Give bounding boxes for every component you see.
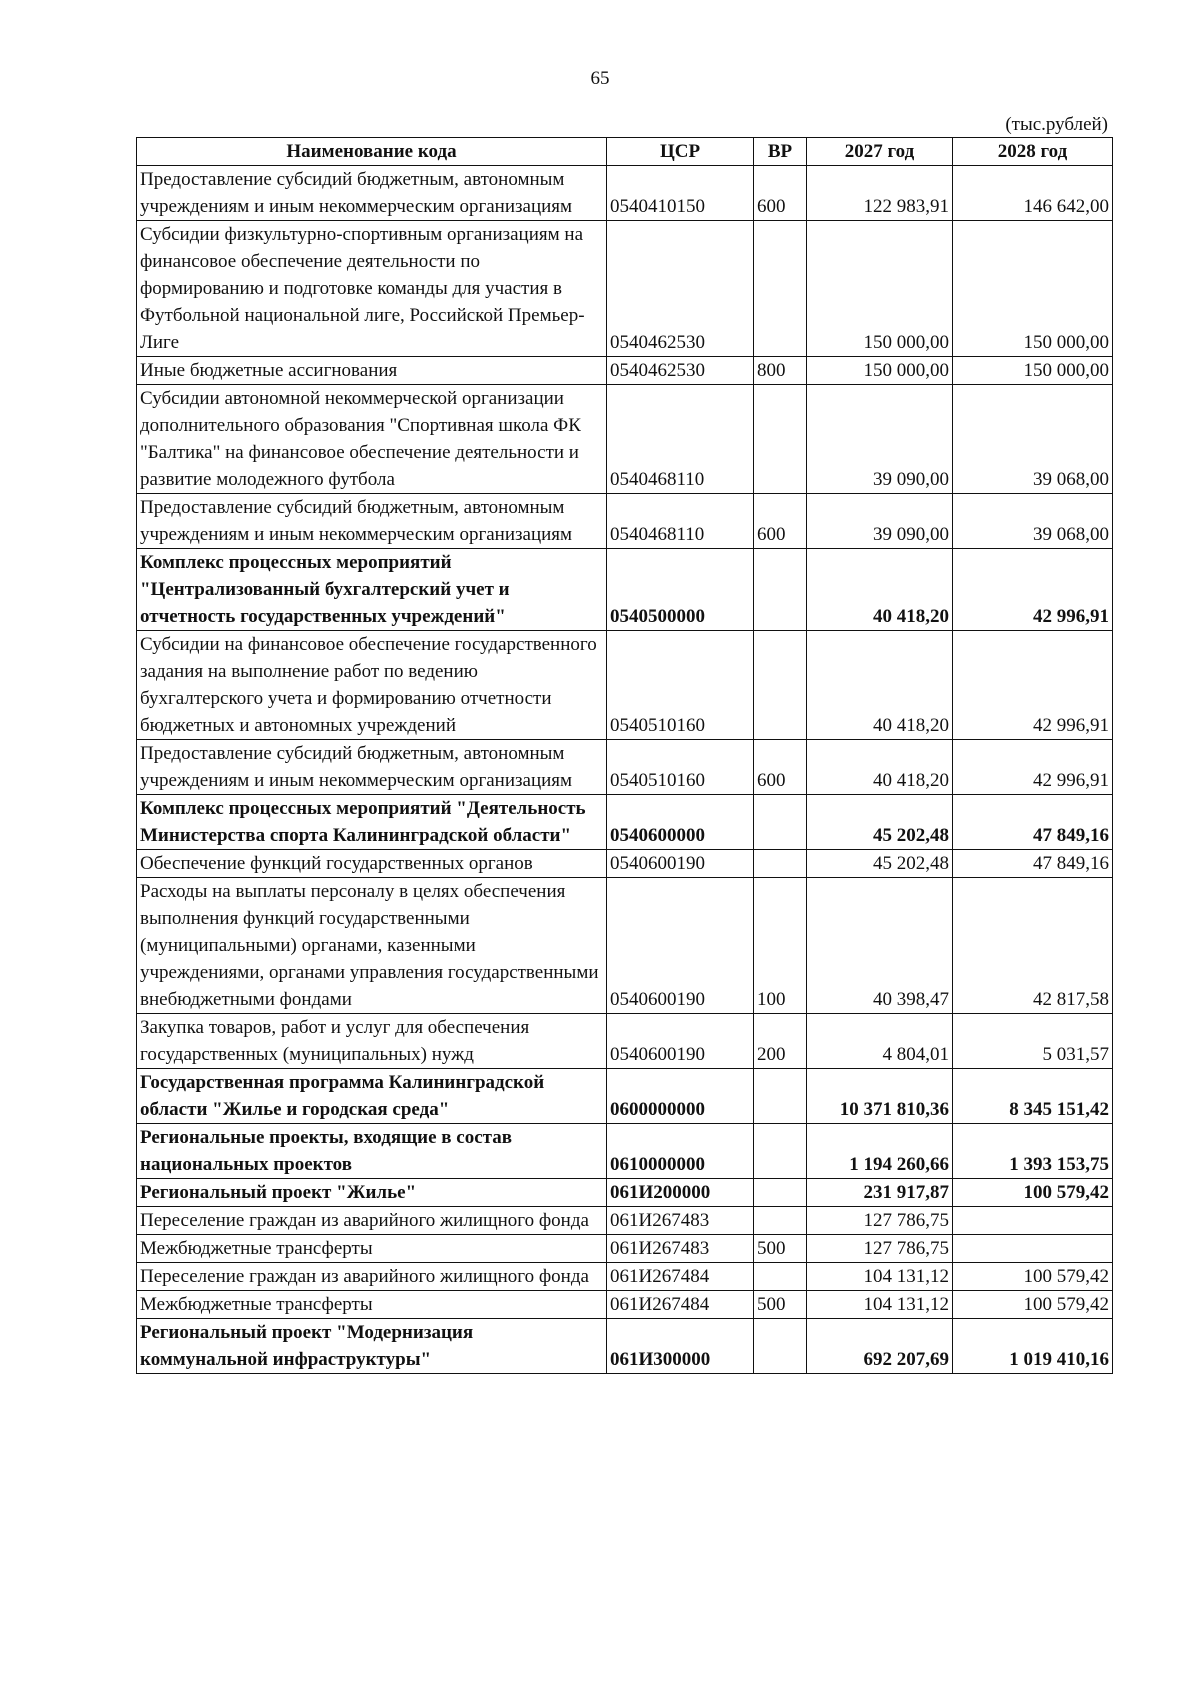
row-csr-cell: 0540500000 <box>607 549 754 631</box>
row-vr-cell: 600 <box>754 740 807 795</box>
row-2027-cell: 10 371 810,36 <box>807 1069 953 1124</box>
row-2028-cell: 100 579,42 <box>953 1263 1113 1291</box>
row-vr-cell <box>754 1319 807 1374</box>
row-csr-cell: 061И267484 <box>607 1291 754 1319</box>
header-csr: ЦСР <box>607 138 754 166</box>
row-vr-cell: 200 <box>754 1014 807 1069</box>
row-2028-cell: 47 849,16 <box>953 850 1113 878</box>
row-csr-cell: 0540600190 <box>607 1014 754 1069</box>
row-csr-cell: 0600000000 <box>607 1069 754 1124</box>
row-csr-cell: 0540600000 <box>607 795 754 850</box>
row-2027-cell: 1 194 260,66 <box>807 1124 953 1179</box>
row-csr-cell: 061И267483 <box>607 1207 754 1235</box>
row-2028-cell: 100 579,42 <box>953 1291 1113 1319</box>
row-name-cell: Субсидии физкультурно-спортивным организациям на финансовое обеспечение деятельности по формированию и подготовке команды для участия в Футбольной национальной лиге, Российской Премьер-Лиге <box>137 221 607 357</box>
units-label: (тыс.рублей) <box>1005 114 1108 135</box>
row-name-cell: Комплекс процессных мероприятий "Деятельность Министерства спорта Калининградской области" <box>137 795 607 850</box>
row-2028-cell: 5 031,57 <box>953 1014 1113 1069</box>
row-name-cell: Предоставление субсидий бюджетным, автономным учреждениям и иным некоммерческим организациям <box>137 166 607 221</box>
row-2027-cell: 40 418,20 <box>807 631 953 740</box>
row-csr-cell: 0540462530 <box>607 357 754 385</box>
row-vr-cell <box>754 850 807 878</box>
row-csr-cell: 0540468110 <box>607 385 754 494</box>
row-name-cell: Региональный проект "Модернизация коммунальной инфраструктуры" <box>137 1319 607 1374</box>
row-name-cell: Комплекс процессных мероприятий "Централизованный бухгалтерский учет и отчетность государственных учреждений" <box>137 549 607 631</box>
row-csr-cell: 0540600190 <box>607 878 754 1014</box>
row-vr-cell <box>754 385 807 494</box>
row-vr-cell: 500 <box>754 1291 807 1319</box>
row-csr-cell: 0540510160 <box>607 740 754 795</box>
row-name-cell: Предоставление субсидий бюджетным, автономным учреждениям и иным некоммерческим организациям <box>137 740 607 795</box>
row-csr-cell: 0540462530 <box>607 221 754 357</box>
table-row <box>137 850 1113 878</box>
row-2027-cell: 127 786,75 <box>807 1235 953 1263</box>
row-vr-cell <box>754 1263 807 1291</box>
row-2028-cell: 100 579,42 <box>953 1179 1113 1207</box>
table-row <box>137 1179 1113 1207</box>
row-csr-cell: 061И267484 <box>607 1263 754 1291</box>
table-row <box>137 1319 1113 1374</box>
row-csr-cell: 061И267483 <box>607 1235 754 1263</box>
row-vr-cell: 600 <box>754 494 807 549</box>
row-2028-cell: 146 642,00 <box>953 166 1113 221</box>
row-2028-cell: 42 817,58 <box>953 878 1113 1014</box>
row-2028-cell: 42 996,91 <box>953 631 1113 740</box>
row-csr-cell: 061И200000 <box>607 1179 754 1207</box>
row-2027-cell: 45 202,48 <box>807 850 953 878</box>
row-vr-cell <box>754 795 807 850</box>
table-row <box>137 795 1113 850</box>
row-name-cell: Субсидии на финансовое обеспечение государственного задания на выполнение работ по ведению бухгалтерского учета и формированию отчетности бюджетных и автономных учреждений <box>137 631 607 740</box>
row-2028-cell: 8 345 151,42 <box>953 1069 1113 1124</box>
row-2028-cell: 47 849,16 <box>953 795 1113 850</box>
row-name-cell: Переселение граждан из аварийного жилищного фонда <box>137 1207 607 1235</box>
row-vr-cell: 800 <box>754 357 807 385</box>
row-2028-cell: 39 068,00 <box>953 385 1113 494</box>
row-2027-cell: 40 418,20 <box>807 740 953 795</box>
row-name-cell: Иные бюджетные ассигнования <box>137 357 607 385</box>
row-2027-cell: 40 418,20 <box>807 549 953 631</box>
row-csr-cell: 0540410150 <box>607 166 754 221</box>
header-2027: 2027 год <box>807 138 953 166</box>
table-row <box>137 357 1113 385</box>
row-name-cell: Закупка товаров, работ и услуг для обеспечения государственных (муниципальных) нужд <box>137 1014 607 1069</box>
table-row <box>137 221 1113 357</box>
row-2027-cell: 150 000,00 <box>807 357 953 385</box>
row-2028-cell: 39 068,00 <box>953 494 1113 549</box>
row-2028-cell: 1 393 153,75 <box>953 1124 1113 1179</box>
row-name-cell: Предоставление субсидий бюджетным, автономным учреждениям и иным некоммерческим организациям <box>137 494 607 549</box>
row-2027-cell: 104 131,12 <box>807 1291 953 1319</box>
header-vr: ВР <box>754 138 807 166</box>
table-row <box>137 1069 1113 1124</box>
row-name-cell: Региональные проекты, входящие в состав национальных проектов <box>137 1124 607 1179</box>
table-row <box>137 1291 1113 1319</box>
row-csr-cell: 0540468110 <box>607 494 754 549</box>
row-2028-cell <box>953 1235 1113 1263</box>
table-row <box>137 878 1113 1014</box>
table-row <box>137 385 1113 494</box>
row-vr-cell <box>754 1069 807 1124</box>
table-row <box>137 494 1113 549</box>
row-2027-cell: 692 207,69 <box>807 1319 953 1374</box>
table-row <box>137 1207 1113 1235</box>
row-name-cell: Межбюджетные трансферты <box>137 1235 607 1263</box>
row-vr-cell <box>754 1124 807 1179</box>
row-csr-cell: 0540510160 <box>607 631 754 740</box>
row-2027-cell: 127 786,75 <box>807 1207 953 1235</box>
table-header-row <box>137 138 1113 166</box>
header-name: Наименование кода <box>137 138 607 166</box>
row-2027-cell: 231 917,87 <box>807 1179 953 1207</box>
row-2027-cell: 4 804,01 <box>807 1014 953 1069</box>
table-row <box>137 1263 1113 1291</box>
table-row <box>137 1124 1113 1179</box>
row-vr-cell: 600 <box>754 166 807 221</box>
table-row <box>137 1014 1113 1069</box>
row-2028-cell: 1 019 410,16 <box>953 1319 1113 1374</box>
table-row <box>137 166 1113 221</box>
row-vr-cell <box>754 1207 807 1235</box>
row-name-cell: Региональный проект "Жилье" <box>137 1179 607 1207</box>
table-row <box>137 1235 1113 1263</box>
row-name-cell: Субсидии автономной некоммерческой организации дополнительного образования "Спортивная школа ФК "Балтика" на финансовое обеспечение деятельности и развитие молодежного футбола <box>137 385 607 494</box>
budget-table <box>136 137 1113 1374</box>
row-2028-cell: 150 000,00 <box>953 357 1113 385</box>
header-2028: 2028 год <box>953 138 1113 166</box>
row-2028-cell <box>953 1207 1113 1235</box>
row-name-cell: Межбюджетные трансферты <box>137 1291 607 1319</box>
row-2027-cell: 150 000,00 <box>807 221 953 357</box>
row-2027-cell: 39 090,00 <box>807 494 953 549</box>
row-csr-cell: 061И300000 <box>607 1319 754 1374</box>
row-csr-cell: 0610000000 <box>607 1124 754 1179</box>
row-vr-cell <box>754 631 807 740</box>
row-2028-cell: 42 996,91 <box>953 549 1113 631</box>
row-2027-cell: 40 398,47 <box>807 878 953 1014</box>
page-number: 65 <box>590 68 610 89</box>
row-vr-cell: 100 <box>754 878 807 1014</box>
row-vr-cell <box>754 221 807 357</box>
row-csr-cell: 0540600190 <box>607 850 754 878</box>
table-row <box>137 740 1113 795</box>
row-name-cell: Расходы на выплаты персоналу в целях обеспечения выполнения функций государственными (муниципальными) органами, казенными учреждениями, органами управления государственными внебюджетными фондами <box>137 878 607 1014</box>
table-row <box>137 631 1113 740</box>
row-vr-cell <box>754 1179 807 1207</box>
row-name-cell: Государственная программа Калининградской области "Жилье и городская среда" <box>137 1069 607 1124</box>
row-2027-cell: 122 983,91 <box>807 166 953 221</box>
table-row <box>137 549 1113 631</box>
row-2027-cell: 45 202,48 <box>807 795 953 850</box>
row-name-cell: Переселение граждан из аварийного жилищного фонда <box>137 1263 607 1291</box>
row-vr-cell: 500 <box>754 1235 807 1263</box>
row-2028-cell: 150 000,00 <box>953 221 1113 357</box>
row-vr-cell <box>754 549 807 631</box>
row-2027-cell: 39 090,00 <box>807 385 953 494</box>
row-2027-cell: 104 131,12 <box>807 1263 953 1291</box>
row-name-cell: Обеспечение функций государственных органов <box>137 850 607 878</box>
row-2028-cell: 42 996,91 <box>953 740 1113 795</box>
